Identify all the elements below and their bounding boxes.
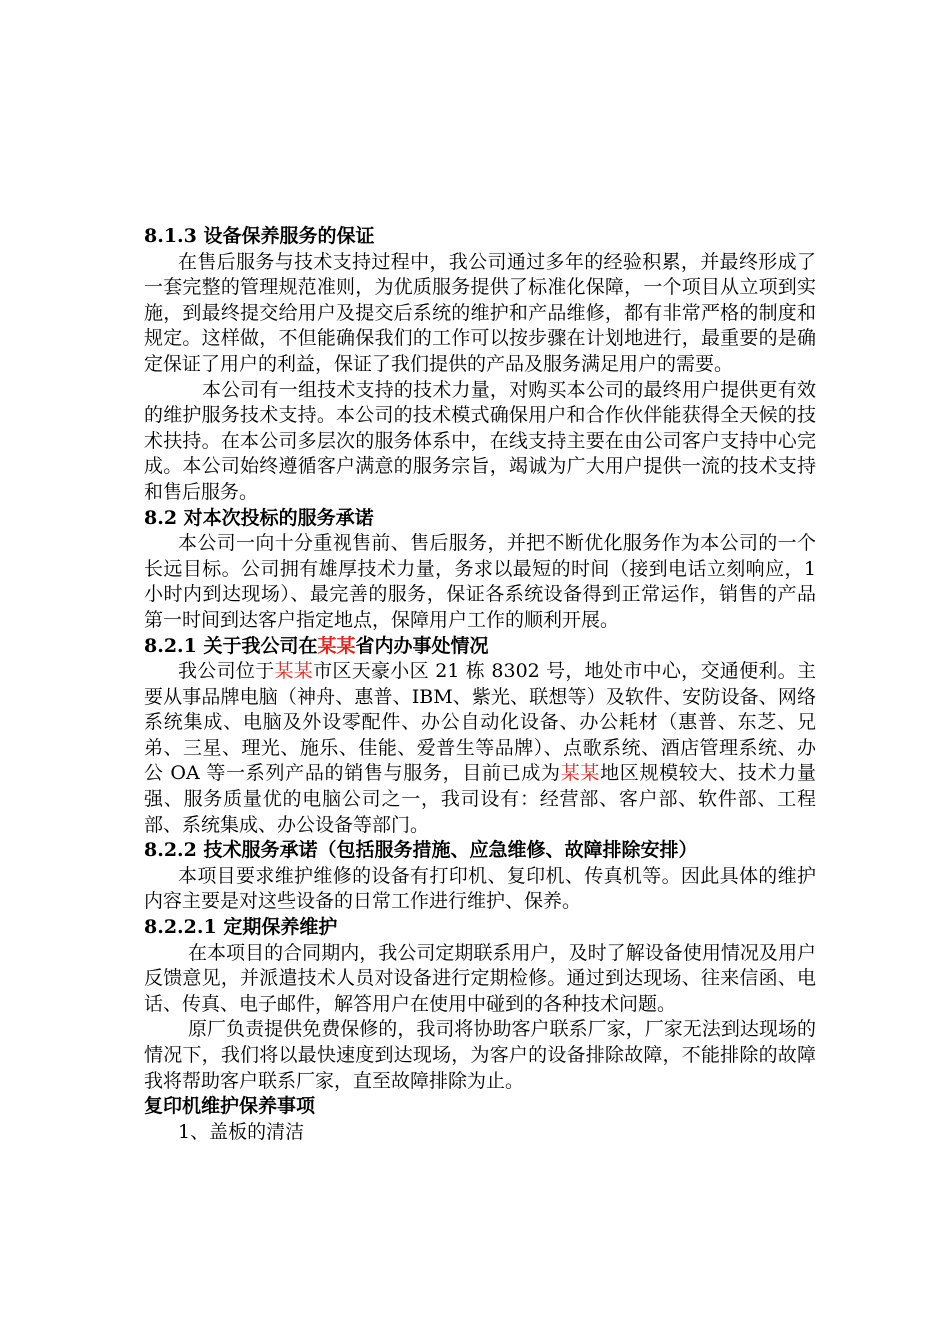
heading-8-2-1 <box>144 634 816 660</box>
text-run: 地区规模较大、技术力量强、服务质量优的电脑公司之一，我司设有：经营部、客户部、软件部、工程部、系统集成、办公设备等部门。 <box>144 762 816 836</box>
heading-8-2-2-1: 8.2.2.1 定期保养维护 <box>144 916 338 939</box>
text-run: 市区天豪小区 21 栋 8302 号，地处市中心，交通便利。主要从事品牌电脑（神舟、惠普、IBM、紫光、联想等）及软件、安防设备、网络系统集成、电脑及外设零配件、办公自动化设备、办公耗材（惠普、东芝、兄弟、三星、理光、施乐、佳能、爱普生等品牌）、点歌系统、酒店管理系统、办公 OA 等一系列产品的销售与服务，目前已成为 <box>144 660 816 785</box>
document-page <box>144 224 816 1145</box>
paragraph: 在本项目的合同期内，我公司定期联系用户，及时了解设备使用情况及用户反馈意见，并派遣技术人员对设备进行定期检修。通过到达现场、往来信函、电话、传真、电子邮件，解答用户在使用中碰到的各种技术问题。 <box>144 941 816 1015</box>
placeholder-highlight: 某某 <box>560 762 601 785</box>
paragraph <box>144 659 816 838</box>
heading-8-2: 8.2 对本次投标的服务承诺 <box>144 506 374 529</box>
placeholder-highlight: 某某 <box>274 660 314 683</box>
text-run: 我公司位于 <box>178 660 275 683</box>
paragraph: 本公司一向十分重视售前、售后服务，并把不断优化服务作为本公司的一个长远目标。公司拥有雄厚技术力量，务求以最短的时间（接到电话立刻响应，1 小时内到达现场）、最完善的服务，保证各系统设备得到正常运作，销售的产品第一时间到达客户指定地点，保障用户工作的顺利开展。 <box>144 532 816 631</box>
paragraph: 本项目要求维护维修的设备有打印机、复印机、传真机等。因此具体的维护内容主要是对这些设备的日常工作进行维护、保养。 <box>144 864 816 913</box>
heading-text: 8.2.1 关于我公司在 <box>144 634 318 657</box>
paragraph: 原厂负责提供免费保修的，我司将协助客户联系厂家，厂家无法到达现场的情况下，我们将以最快速度到达现场，为客户的设备排除故障，不能排除的故障我将帮助客户联系厂家，直至故障排除为止。 <box>144 1018 816 1092</box>
list-item: 1、盖板的清洁 <box>178 1120 305 1143</box>
placeholder-highlight: 某某 <box>317 634 356 657</box>
heading-copier: 复印机维护保养事项 <box>144 1095 316 1118</box>
heading-8-1-3: 8.1.3 设备保养服务的保证 <box>144 225 375 247</box>
heading-text: 省内办事处情况 <box>355 634 489 657</box>
heading-8-2-2: 8.2.2 技术服务承诺（包括服务措施、应急维修、故障排除安排） <box>144 839 698 862</box>
paragraph: 本公司有一组技术支持的技术力量，对购买本公司的最终用户提供更有效的维护服务技术支持。本公司的技术模式确保用户和合作伙伴能获得全天候的技术扶持。在本公司多层次的服务体系中，在线支持主要在由公司客户支持中心完成。本公司始终遵循客户满意的服务宗旨，竭诚为广大用户提供一流的技术支持和售后服务。 <box>144 378 816 503</box>
paragraph: 在售后服务与技术支持过程中，我公司通过多年的经验积累，并最终形成了一套完整的管理规范准则，为优质服务提供了标准化保障，一个项目从立项到实施，到最终提交给用户及提交后系统的维护和产品维修，都有非常严格的制度和规定。这样做，不但能确保我们的工作可以按步骤在计划地进行，最重要的是确定保证了用户的利益，保证了我们提供的产品及服务满足用户的需要。 <box>144 250 816 375</box>
